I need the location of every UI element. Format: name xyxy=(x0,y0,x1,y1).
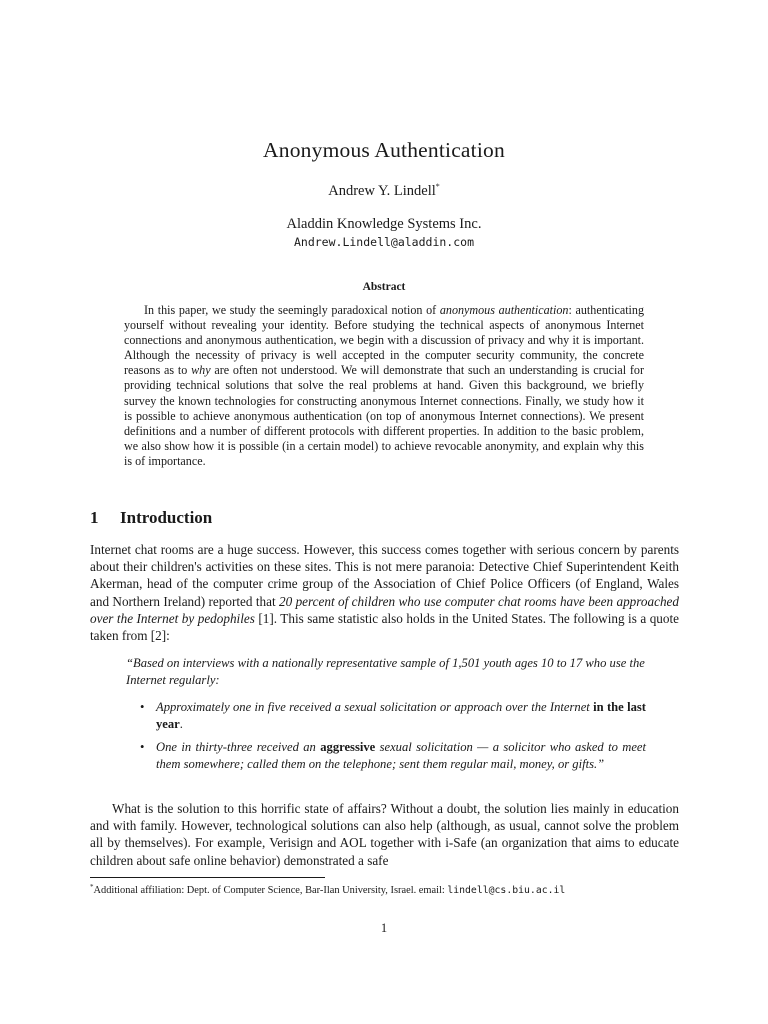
section-heading-introduction xyxy=(90,508,690,528)
abstract-text-2: : authenticating yourself without revealing your identity. Before studying the technical aspects of anonymous Internet connections and anonymous authentication, we begin with a discussion of privacy and why it is important. Although the necessity of privacy is well accepted in the computer security community, the concrete reasons as to xyxy=(124,303,645,378)
block-quote xyxy=(126,655,646,779)
intro-text-1: Internet chat rooms are a huge success. However, this success comes together with serious concern by parents about their children's activities on these sites. This is not mere paranoia: Detective Chief Superintendent Keith Akerman, head of the computer crime group of the Association of Chief Police Officers (of England, Wales and Northern Ireland) reported that xyxy=(90,542,679,609)
abstract-emphasis-2: why xyxy=(191,363,211,378)
footnote xyxy=(90,881,690,897)
bullet-2-text-b: sexual solicitation — a solicitor who asked to meet them somewhere; called them on the telephone; sent them regular mail, money, or gifts.” xyxy=(156,740,646,771)
abstract-body xyxy=(124,303,644,469)
list-item xyxy=(140,699,646,733)
abstract-text-3: are often not understood. We will demonstrate that such an understanding is crucial for providing technical solutions that solve the real problems at hand. Given this background, we briefly survey the known technologies for constructing anonymous Internet connections. Finally, we study how it is possible to achieve anonymous authentication (on top of anonymous Internet connections). We present definitions and a number of different protocols with different properties. In addition to the basic problem, we also show how it is possible (in a certain model) to achieve revocable anonymity, and explain why this is of importance. xyxy=(124,363,644,468)
footnote-text: Additional affiliation: Dept. of Computer Science, Bar-Ilan University, Israel. email: xyxy=(93,885,448,896)
intro-paragraph-1 xyxy=(90,541,679,644)
bullet-1-bold: in the last year xyxy=(156,700,646,731)
intro-paragraph-2-text: What is the solution to this horrific state of affairs? Without a doubt, the solution lies mainly in education and with family. However, technological solutions can also help (although, as usual, cannot solve the problem all by themselves). For example, Verisign and AOL together with i-Safe (an organization that aims to educate children about safe online behavior) demonstrated a safe xyxy=(90,801,679,868)
quote-intro: “Based on interviews with a nationally representative sample of 1,501 youth ages 10 to 17 who use the Internet regularly: xyxy=(126,656,645,687)
author-line xyxy=(0,182,768,200)
abstract-heading: Abstract xyxy=(362,281,406,293)
footnote-rule xyxy=(90,877,325,878)
footnote-marker: * xyxy=(90,883,94,891)
section-number: 1 xyxy=(90,508,99,527)
list-item xyxy=(140,739,646,773)
author-footnote-marker: * xyxy=(435,182,440,191)
quote-bullet-list xyxy=(126,699,646,773)
author-name: Andrew Y. Lindell xyxy=(328,183,436,199)
bullet-icon: • xyxy=(140,700,145,714)
intro-paragraph-2 xyxy=(90,800,679,869)
bullet-1-end: . xyxy=(179,717,183,731)
page-number: 1 xyxy=(380,921,388,935)
section-title: Introduction xyxy=(120,508,213,527)
bullet-1-text: Approximately one in five received a sexual solicitation or approach over the Internet xyxy=(156,700,590,714)
bullet-2-text-a: One in thirty-three received an xyxy=(156,740,321,754)
intro-emphasis: 20 percent of children who use computer chat rooms have been approached over the Internet by pedophiles xyxy=(90,593,679,626)
abstract-emphasis-1: anonymous authentication xyxy=(439,303,569,317)
affiliation xyxy=(0,215,768,251)
paper-title: Anonymous Authentication xyxy=(263,138,505,162)
abstract-paragraph xyxy=(124,303,644,469)
affiliation-email: Andrew.Lindell@aladdin.com xyxy=(293,235,474,249)
bullet-icon: • xyxy=(140,740,145,754)
intro-text-2: [1]. This same statistic also holds in the United States. The following is a quote taken from [2]: xyxy=(90,610,680,644)
affiliation-org: Aladdin Knowledge Systems Inc. xyxy=(286,216,482,232)
abstract-text-1: In this paper, we study the seemingly paradoxical notion of xyxy=(144,303,440,317)
bullet-2-bold: aggressive xyxy=(320,740,376,754)
footnote-email: lindell@cs.biu.ac.il xyxy=(447,885,566,896)
